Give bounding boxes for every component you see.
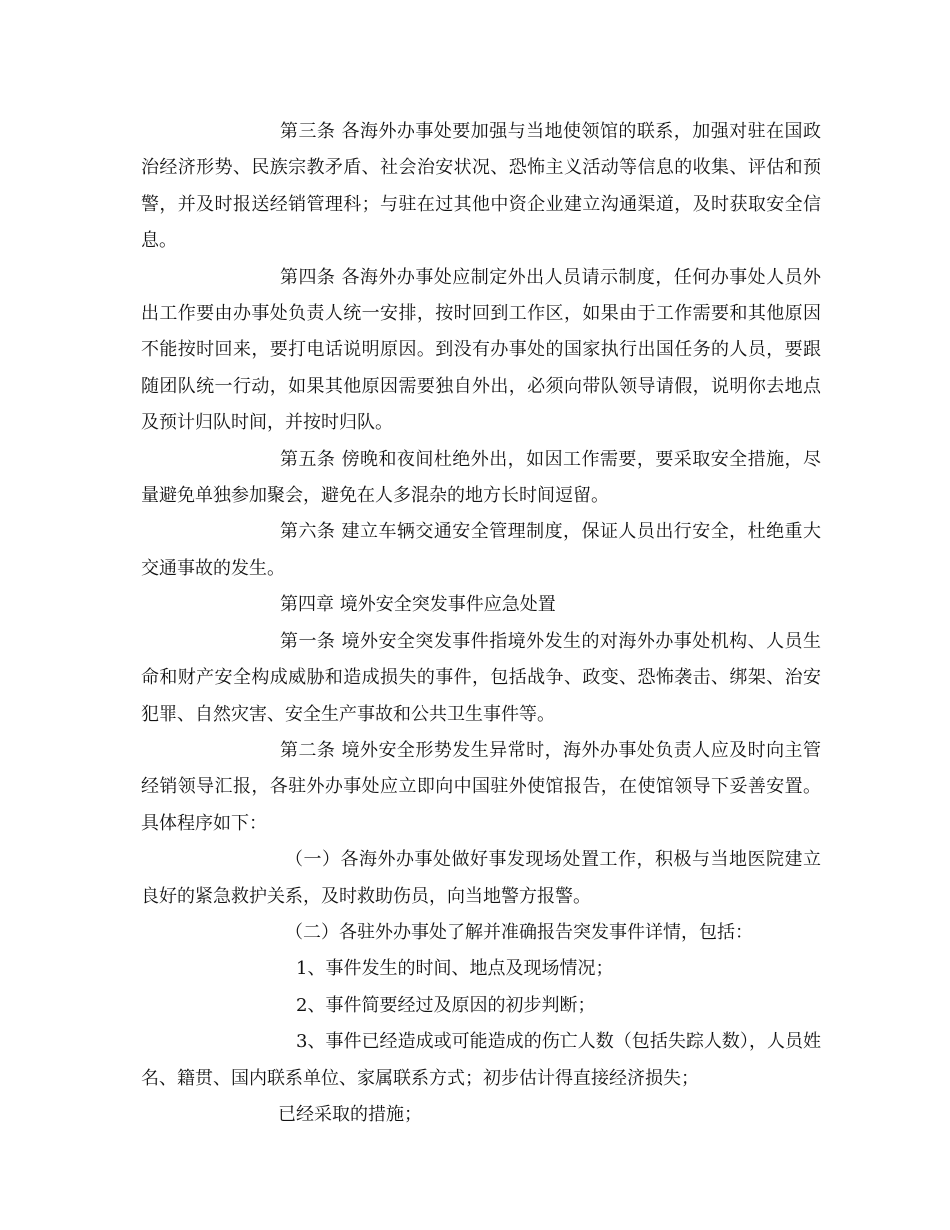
chapter-4-article-1-paragraph: 第一条 境外安全突发事件指境外发生的对海外办事处机构、人员生命和财产安全构成威胁和造成损失的事件，包括战争、政变、恐怖袭击、绑架、治安犯罪、自然灾害、安全生产事故和公共卫生事件等。	[141, 630, 821, 725]
chapter-4-heading: 第四章 境外安全突发事件应急处置	[280, 594, 556, 616]
article-3-paragraph: 第三条 各海外办事处要加强与当地使领馆的联系，加强对驻在国政治经济形势、民族宗教矛盾、社会治安状况、恐怖主义活动等信息的收集、评估和预警，并及时报送经销管理科；与驻在过其他中资企业建立沟通渠道，及时获取安全信息。	[141, 121, 821, 252]
chapter-4-article-2-paragraph: 第二条 境外安全形势发生异常时，海外办事处负责人应及时向主管经销领导汇报，各驻外办事处应立即向中国驻外使馆报告，在使馆领导下妥善安置。具体程序如下：	[141, 739, 821, 834]
document-body	[141, 114, 821, 1133]
procedure-item-2: （二）各驻外办事处了解并准确报告突发事件详情，包括：	[285, 921, 753, 943]
article-4-paragraph: 第四条 各海外办事处应制定外出人员请示制度，任何办事处人员外出工作要由办事处负责人统一安排，按时回到工作区，如果由于工作需要和其他原因不能按时回来，要打电话说明原因。到没有办事处的国家执行出国任务的人员，要跟随团队统一行动，如果其他原因需要独自外出，必须向带队领导请假，说明你去地点及预计归队时间，并按时归队。	[141, 266, 821, 434]
report-detail-1: 1、事件发生的时间、地点及现场情况；	[296, 958, 614, 980]
measures-taken-line: 已经采取的措施；	[278, 1103, 422, 1125]
procedure-item-1: （一）各海外办事处做好事发现场处置工作，积极与当地医院建立良好的紧急救护关系，及时救助伤员，向当地警方报警。	[141, 849, 821, 907]
report-detail-2: 2、事件简要经过及原因的初步判断；	[296, 994, 596, 1016]
article-5-paragraph: 第五条 傍晚和夜间杜绝外出，如因工作需要，要采取安全措施，尽量避免单独参加聚会，避免在人多混杂的地方长时间逗留。	[141, 448, 821, 507]
article-6-paragraph: 第六条 建立车辆交通安全管理制度，保证人员出行安全，杜绝重大交通事故的发生。	[141, 521, 821, 579]
report-detail-3: 3、事件已经造成或可能造成的伤亡人数（包括失踪人数），人员姓名、籍贯、国内联系单位、家属联系方式；初步估计得直接经济损失；	[141, 1031, 821, 1089]
